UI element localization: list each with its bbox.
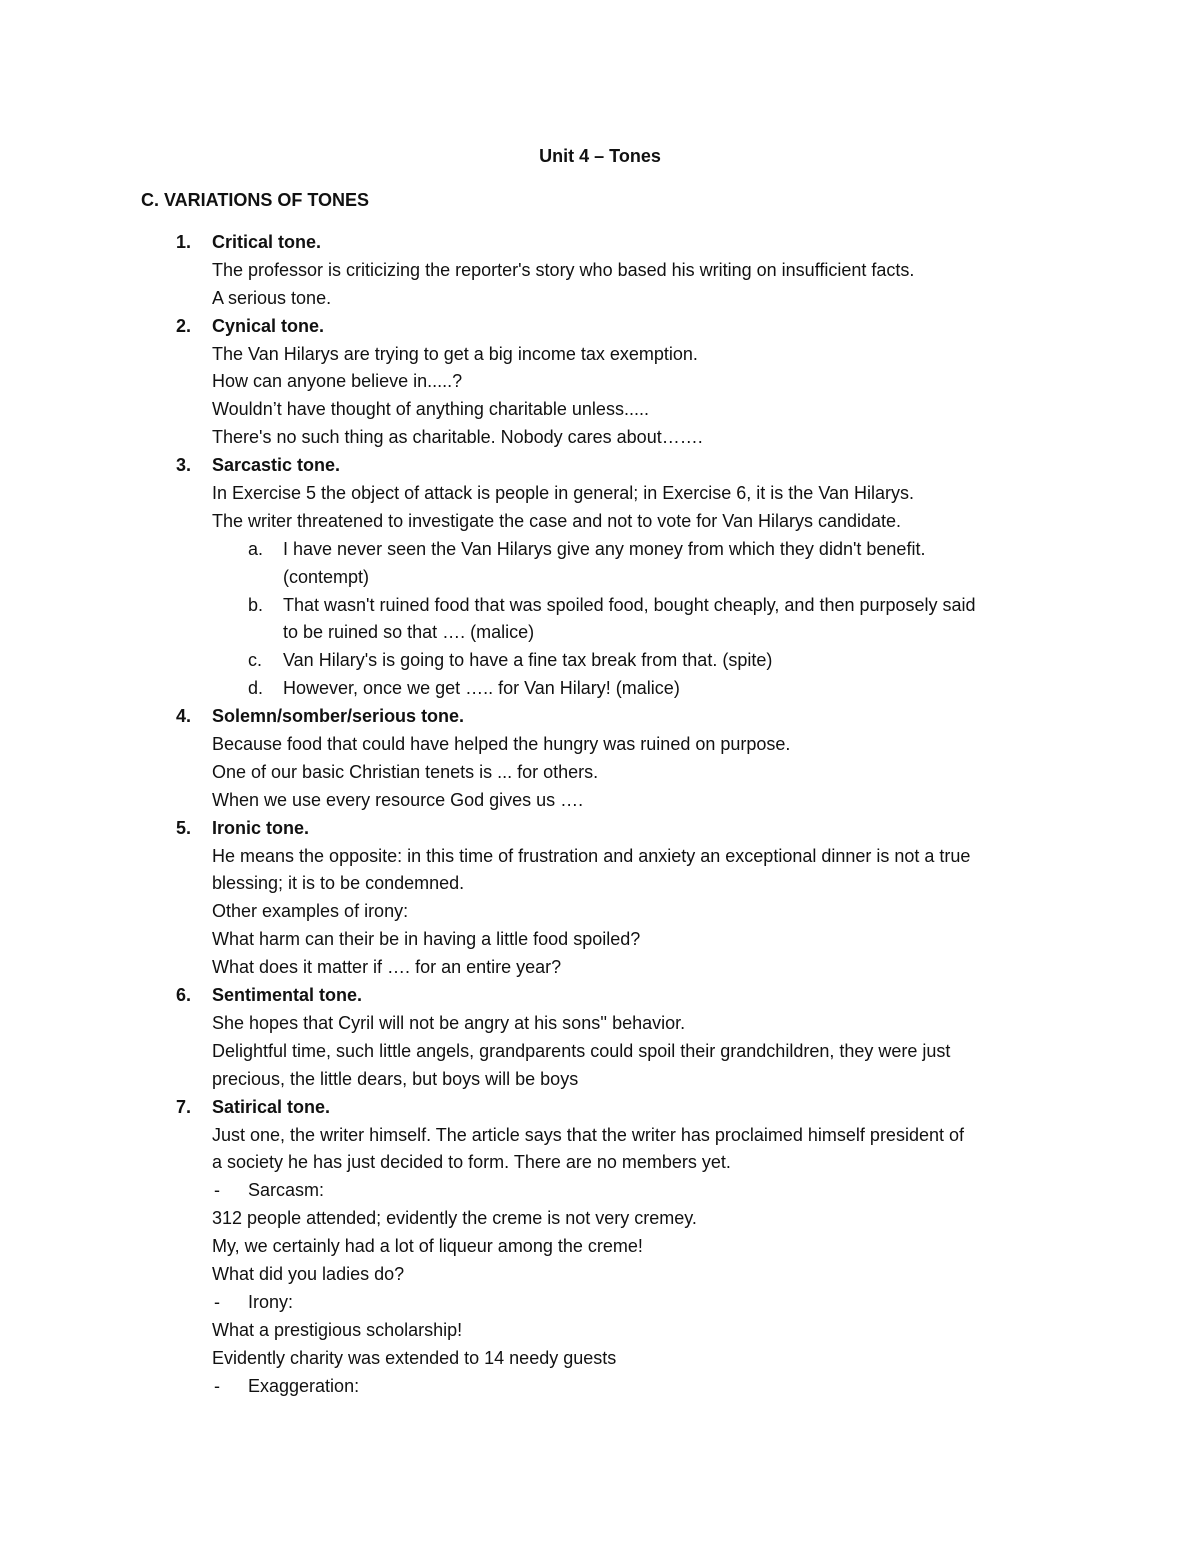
subitem-text: However, once we get ….. for Van Hilary! (malice)	[283, 678, 680, 699]
text-line	[0, 1010, 1200, 1038]
dash-bullet: -	[214, 1291, 220, 1312]
subitem-text: That wasn't ruined food that was spoiled food, bought cheaply, and then purposely said	[283, 594, 976, 615]
dash-label: Exaggeration:	[248, 1375, 360, 1396]
text-line	[0, 870, 1200, 898]
text-line	[0, 1149, 1200, 1177]
item-text: There's no such thing as charitable. Nobody cares about…….	[212, 427, 703, 448]
dash-bullet: -	[214, 1180, 220, 1201]
item-text: Because food that could have helped the hungry was ruined on purpose.	[212, 734, 791, 755]
page-title: Unit 4 – Tones	[539, 146, 661, 166]
item-text: Delightful time, such little angels, grandparents could spoil their grandchildren, they were just	[212, 1040, 951, 1061]
text-line	[0, 843, 1200, 871]
item-text: One of our basic Christian tenets is ... for others.	[212, 761, 599, 782]
text-line	[0, 1289, 1200, 1317]
section-heading: C. VARIATIONS OF TONES	[141, 190, 370, 210]
item-text: A serious tone.	[212, 287, 332, 308]
item-text: When we use every resource God gives us ….	[212, 789, 584, 810]
text-line	[0, 1122, 1200, 1150]
text-line	[0, 675, 1200, 703]
item-text: He means the opposite: in this time of frustration and anxiety an exceptional dinner is not a true	[212, 845, 971, 866]
text-line	[0, 787, 1200, 815]
dash-label: Irony:	[248, 1291, 294, 1312]
text-line	[0, 1205, 1200, 1233]
item-text: She hopes that Cyril will not be angry at his sons'' behavior.	[212, 1012, 686, 1033]
item-number: 5.	[176, 817, 192, 838]
subitem-letter: c.	[248, 650, 263, 671]
item-text: What harm can their be in having a little food spoiled?	[212, 929, 641, 950]
item-title: Solemn/somber/serious tone.	[212, 706, 465, 727]
item-text: a society he has just decided to form. There are no members yet.	[212, 1152, 731, 1173]
text-line	[0, 759, 1200, 787]
list-item	[0, 982, 1200, 1010]
text-line	[0, 1233, 1200, 1261]
text-line	[0, 285, 1200, 313]
text-line	[0, 536, 1200, 564]
list-item	[0, 815, 1200, 843]
item-title: Ironic tone.	[212, 817, 310, 838]
example-text: What did you ladies do?	[212, 1263, 405, 1284]
subitem-text: I have never seen the Van Hilarys give any money from which they didn't benefit.	[283, 538, 926, 559]
text-line	[0, 898, 1200, 926]
example-text: My, we certainly had a lot of liqueur among the creme!	[212, 1236, 643, 1257]
item-text: What does it matter if …. for an entire year?	[212, 957, 562, 978]
item-text: The Van Hilarys are trying to get a big income tax exemption.	[212, 343, 698, 364]
subitem-text: (contempt)	[283, 566, 370, 587]
list-item	[0, 313, 1200, 341]
text-line	[0, 926, 1200, 954]
text-line	[0, 592, 1200, 620]
text-line	[0, 257, 1200, 285]
tones-list	[0, 229, 1200, 1400]
text-line	[0, 954, 1200, 982]
item-text: The writer threatened to investigate the case and not to vote for Van Hilarys candidate.	[212, 510, 902, 531]
text-line	[0, 1177, 1200, 1205]
item-number: 4.	[176, 706, 192, 727]
text-line	[0, 731, 1200, 759]
subitem-text: Van Hilary's is going to have a fine tax break from that. (spite)	[283, 650, 773, 671]
item-text: Just one, the writer himself. The article says that the writer has proclaimed himself president of	[212, 1124, 964, 1145]
text-line	[0, 1066, 1200, 1094]
list-item	[0, 703, 1200, 731]
item-text: blessing; it is to be condemned.	[212, 873, 465, 894]
item-title: Cynical tone.	[212, 315, 325, 336]
text-line	[0, 424, 1200, 452]
item-number: 1.	[176, 232, 192, 252]
dash-label: Sarcasm:	[248, 1180, 325, 1201]
text-line	[0, 1345, 1200, 1373]
list-item	[0, 452, 1200, 480]
item-number: 2.	[176, 315, 192, 336]
item-text: precious, the little dears, but boys will be boys	[212, 1068, 579, 1089]
subitem-letter: b.	[248, 594, 264, 615]
item-title: Critical tone.	[212, 232, 322, 252]
text-line	[0, 564, 1200, 592]
example-text: What a prestigious scholarship!	[212, 1319, 463, 1340]
subitem-letter: d.	[248, 678, 264, 699]
subitem-text: to be ruined so that …. (malice)	[283, 622, 535, 643]
text-line	[0, 619, 1200, 647]
subitem-letter: a.	[248, 538, 264, 559]
list-item	[0, 1094, 1200, 1122]
item-text: In Exercise 5 the object of attack is people in general; in Exercise 6, it is the Van Hilarys.	[212, 483, 915, 504]
list-item	[0, 229, 1200, 257]
item-number: 6.	[176, 985, 192, 1006]
item-title: Satirical tone.	[212, 1096, 331, 1117]
text-line	[0, 396, 1200, 424]
item-text: Wouldn’t have thought of anything charitable unless.....	[212, 399, 649, 420]
dash-bullet: -	[214, 1375, 220, 1396]
text-line	[0, 480, 1200, 508]
item-title: Sarcastic tone.	[212, 455, 341, 476]
text-line	[0, 1261, 1200, 1289]
text-line	[0, 1038, 1200, 1066]
text-line	[0, 341, 1200, 369]
item-text: The professor is criticizing the reporter's story who based his writing on insufficient facts.	[212, 259, 915, 280]
example-text: 312 people attended; evidently the creme is not very cremey.	[212, 1208, 697, 1229]
example-text: Evidently charity was extended to 14 needy guests	[212, 1347, 617, 1368]
item-text: How can anyone believe in.....?	[212, 371, 463, 392]
text-line	[0, 368, 1200, 396]
item-number: 3.	[176, 455, 192, 476]
item-number: 7.	[176, 1096, 192, 1117]
text-line	[0, 1373, 1200, 1401]
text-line	[0, 1317, 1200, 1345]
text-line	[0, 508, 1200, 536]
text-line	[0, 647, 1200, 675]
item-title: Sentimental tone.	[212, 985, 363, 1006]
item-text: Other examples of irony:	[212, 901, 409, 922]
